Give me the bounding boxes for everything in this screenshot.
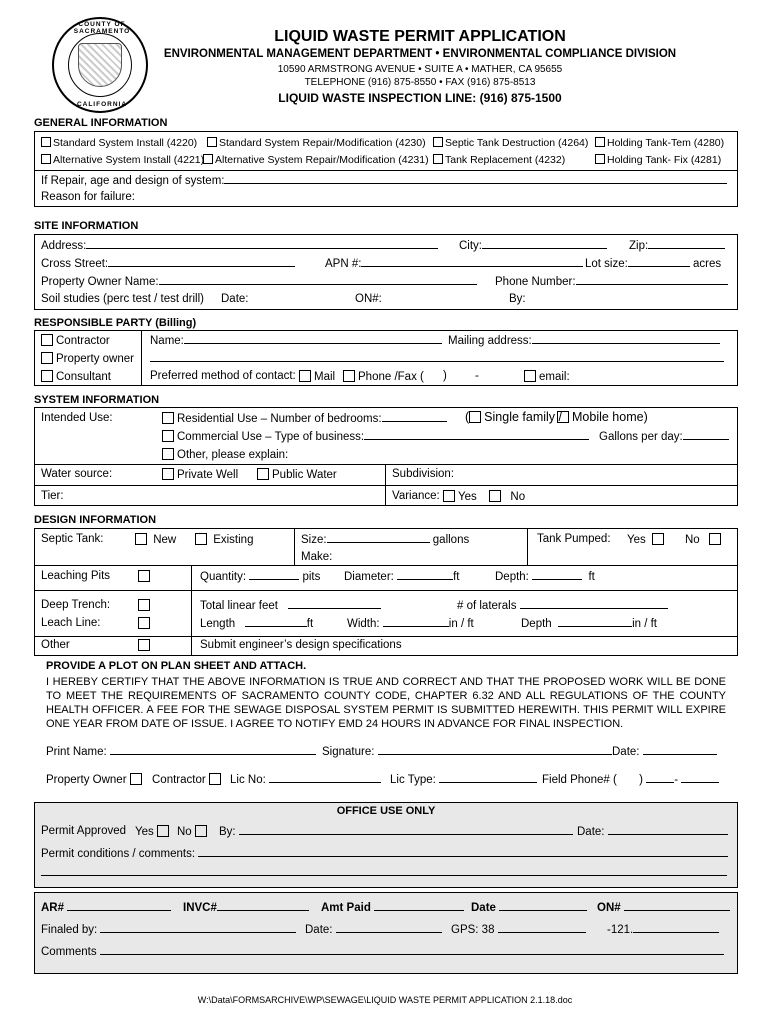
checkbox[interactable] xyxy=(157,825,169,837)
site-info-heading: SITE INFORMATION xyxy=(34,220,139,232)
preferred-contact-label: Preferred method of contact: xyxy=(150,370,296,382)
checkbox[interactable] xyxy=(203,154,213,164)
permit-conditions-field[interactable]: Permit conditions / comments: xyxy=(41,847,728,860)
checkbox[interactable] xyxy=(209,773,221,785)
option-alternative-install[interactable]: Alternative System Install (4221) xyxy=(41,154,204,166)
pumped-yes-option[interactable]: Yes xyxy=(627,533,667,546)
pit-depth-field[interactable]: Depth: ft xyxy=(495,571,595,583)
approved-no-option[interactable]: No xyxy=(177,825,210,838)
design-info-heading: DESIGN INFORMATION xyxy=(34,514,157,526)
property-owner-field[interactable]: Property Owner Name: xyxy=(41,275,477,288)
tank-size-field[interactable]: Size: gallons xyxy=(301,534,470,546)
billing-on-field[interactable]: ON# xyxy=(597,901,730,914)
option-septic-destruction[interactable]: Septic Tank Destruction (4264) xyxy=(433,137,588,149)
system-info-heading: SYSTEM INFORMATION xyxy=(34,394,160,406)
license-number-field[interactable]: Lic No: xyxy=(230,773,381,786)
option-tank-replacement[interactable]: Tank Replacement (4232) xyxy=(433,154,565,166)
commercial-use-option[interactable]: Commercial Use – Type of business: xyxy=(162,430,589,443)
checkbox[interactable] xyxy=(162,468,174,480)
other-design-checkbox[interactable] xyxy=(138,639,153,652)
approved-yes-option[interactable]: Yes xyxy=(135,825,172,838)
phone-number-field[interactable]: Phone Number: xyxy=(495,275,728,288)
septic-tank-label: Septic Tank: xyxy=(41,533,104,545)
checkbox[interactable] xyxy=(489,490,501,502)
width-field[interactable]: Width: in / ft xyxy=(347,618,474,630)
intended-use-label: Intended Use: xyxy=(41,412,113,424)
contact-email-option[interactable]: email: xyxy=(524,370,570,383)
septic-new-option[interactable]: New xyxy=(135,533,176,546)
divider xyxy=(35,170,737,171)
party-consultant-option[interactable]: Consultant xyxy=(41,370,111,383)
checkbox[interactable] xyxy=(162,412,174,424)
site-zip-field[interactable]: Zip: xyxy=(629,239,725,252)
residential-use-option[interactable]: Residential Use – Number of bedrooms: xyxy=(162,412,447,425)
water-source-label: Water source: xyxy=(41,468,113,480)
option-standard-install[interactable]: Standard System Install (4220) xyxy=(41,137,197,149)
ar-field[interactable]: AR# xyxy=(41,901,171,914)
finaled-date-field[interactable]: Date: xyxy=(305,923,442,936)
linear-feet-field[interactable]: Total linear feet xyxy=(200,599,381,612)
finaled-by-field[interactable]: Finaled by: xyxy=(41,923,296,936)
soil-date-field[interactable]: Date: xyxy=(221,293,249,305)
gps-lat-field[interactable]: GPS: 38 xyxy=(451,923,586,936)
pit-quantity-field[interactable]: Quantity: pits xyxy=(200,571,321,583)
phone-dash: - xyxy=(475,370,479,382)
public-water-option[interactable]: Public Water xyxy=(257,468,337,481)
party-name-field[interactable]: Name: xyxy=(150,334,442,347)
checkbox[interactable] xyxy=(524,370,536,382)
site-address-field[interactable]: Address: xyxy=(41,239,438,252)
checkbox[interactable] xyxy=(41,370,53,382)
pumped-no-option[interactable]: No xyxy=(685,533,724,546)
checkbox[interactable] xyxy=(41,154,51,164)
pit-diameter-field[interactable]: Diameter: ft xyxy=(344,571,460,583)
office-use-heading: OFFICE USE ONLY xyxy=(336,805,436,817)
tank-make-field[interactable]: Make: xyxy=(301,551,333,563)
subdivision-field[interactable]: Subdivision: xyxy=(392,468,455,480)
design-info-box xyxy=(34,528,738,656)
deep-trench-checkbox[interactable] xyxy=(138,599,153,612)
repair-age-field[interactable]: If Repair, age and design of system: xyxy=(41,174,727,187)
checkbox[interactable] xyxy=(343,370,355,382)
department-name: ENVIRONMENTAL MANAGEMENT DEPARTMENT • ENVIRONMENTAL COMPLIANCE DIVISION xyxy=(163,48,677,60)
party-extra-line[interactable] xyxy=(150,352,724,365)
option-holding-tank-fix[interactable]: Holding Tank- Fix (4281) xyxy=(595,154,721,166)
approved-by-field[interactable]: By: xyxy=(219,825,573,838)
signature-field[interactable]: Signature: xyxy=(322,745,612,758)
apn-field[interactable]: APN #: xyxy=(325,257,583,270)
billing-date-field[interactable]: Date xyxy=(471,901,587,914)
tier-field[interactable]: Tier: xyxy=(41,490,64,502)
lateral-depth-field[interactable]: Depth in / ft xyxy=(521,618,658,630)
contact-phone-option[interactable]: Phone /Fax ( xyxy=(343,370,424,383)
checkbox[interactable] xyxy=(595,154,605,164)
checkbox[interactable] xyxy=(469,411,481,423)
checkbox[interactable] xyxy=(257,468,269,480)
general-info-heading: GENERAL INFORMATION xyxy=(34,117,168,129)
variance-yes-option[interactable]: Yes xyxy=(443,490,477,503)
variance-label: Variance: xyxy=(392,490,440,502)
checkbox[interactable] xyxy=(162,430,174,442)
department-phone: TELEPHONE (916) 875-8550 • FAX (916) 875-8513 xyxy=(304,77,536,88)
checkbox[interactable] xyxy=(557,411,569,423)
leaching-pits-checkbox[interactable] xyxy=(138,570,153,583)
leach-line-label: Leach Line: xyxy=(41,617,101,629)
checkbox[interactable] xyxy=(595,137,605,147)
field-phone-field[interactable]: Field Phone# ( ) - xyxy=(542,773,719,786)
seal-shield-icon xyxy=(78,43,122,87)
license-type-field[interactable]: Lic Type: xyxy=(390,773,537,786)
soil-studies-label: Soil studies (perc test / test drill) xyxy=(41,293,204,305)
option-alternative-repair[interactable]: Alternative System Repair/Modification (4231) xyxy=(203,154,429,166)
department-address: 10590 ARMSTRONG AVENUE • SUITE A • MATHER, CA 95655 xyxy=(277,64,563,75)
checkbox[interactable] xyxy=(195,825,207,837)
invc-field[interactable]: INVC# xyxy=(183,901,309,914)
gps-lon-field[interactable]: -121. xyxy=(607,923,719,936)
seal-bottom-text: CALIFORNIA xyxy=(76,101,128,108)
checkbox[interactable] xyxy=(130,773,142,785)
conditions-extra-line[interactable] xyxy=(41,866,727,879)
gallons-per-day-field[interactable]: Gallons per day: xyxy=(599,430,729,443)
checkbox[interactable] xyxy=(41,137,51,147)
mobile-home-option[interactable]: Mobile home) xyxy=(557,410,648,424)
party-owner-option[interactable]: Property owner xyxy=(41,352,134,365)
single-family-option[interactable]: ( Single family / xyxy=(465,410,562,424)
soil-on-field[interactable]: ON#: xyxy=(355,293,382,305)
leaching-pits-label: Leaching Pits xyxy=(41,570,111,582)
site-info-box xyxy=(34,234,738,310)
permit-approved-label: Permit Approved xyxy=(41,825,127,837)
inspection-line: LIQUID WASTE INSPECTION LINE: (916) 875-1500 xyxy=(278,91,562,105)
variance-no-option[interactable]: No xyxy=(489,490,525,503)
checkbox[interactable] xyxy=(162,448,174,460)
cert-date-field[interactable]: Date: xyxy=(612,745,717,758)
reason-failure-label: Reason for failure: xyxy=(41,191,135,203)
soil-by-field[interactable]: By: xyxy=(509,293,526,305)
certification-text: I HEREBY CERTIFY THAT THE ABOVE INFORMATION IS TRUE AND CORRECT AND THAT THE PROPOSED WORK WILL BE DONE TO MEET THE REQUIREMENTS OF SACRAMENTO COUNTY CODE, CHAPTER 6.32 AND ALL REGULATIONS OF THE COUNTY HEALTH OFFICER. A FEE FOR THE SEWAGE DISPOSAL SYSTEM PERMIT IS SUBMITTED HEREWITH. THIS PERMIT WILL EXPIRE ONE YEAR FROM DATE OF ISSUE. I AGREE TO NOTIFY EMD 24 HOURS IN ADVANCE FOR FINAL INSPECTION. xyxy=(46,676,726,730)
general-info-box xyxy=(34,131,738,207)
amt-paid-field[interactable]: Amt Paid xyxy=(321,901,464,914)
leach-line-checkbox[interactable] xyxy=(138,617,153,630)
checkbox[interactable] xyxy=(41,352,53,364)
option-holding-tank-temp[interactable]: Holding Tank-Tem (4280) xyxy=(595,137,724,149)
checkbox[interactable] xyxy=(709,533,721,545)
checkbox[interactable] xyxy=(41,334,53,346)
site-city-field[interactable]: City: xyxy=(459,239,607,252)
phone-close-paren: ) xyxy=(443,370,447,382)
plot-plan-notice: PROVIDE A PLOT ON PLAN SHEET AND ATTACH. xyxy=(46,660,307,672)
approved-date-field[interactable]: Date: xyxy=(577,825,728,838)
print-name-field[interactable]: Print Name: xyxy=(46,745,316,758)
responsible-party-box xyxy=(34,330,738,386)
seal-top-text: COUNTY OF SACRAMENTO xyxy=(73,21,131,35)
private-well-option[interactable]: Private Well xyxy=(162,468,238,481)
checkbox[interactable] xyxy=(299,370,311,382)
system-info-box xyxy=(34,407,738,506)
septic-existing-option[interactable]: Existing xyxy=(195,533,253,546)
cert-property-owner-option[interactable]: Property Owner xyxy=(46,773,145,786)
billing-box xyxy=(34,892,738,974)
lot-size-field[interactable]: Lot size: acres xyxy=(585,258,722,270)
checkbox[interactable] xyxy=(652,533,664,545)
party-mailing-field[interactable]: Mailing address: xyxy=(448,334,720,347)
option-standard-repair[interactable]: Standard System Repair/Modification (4230) xyxy=(207,137,426,149)
checkbox[interactable] xyxy=(207,137,217,147)
checkbox[interactable] xyxy=(433,137,443,147)
checkbox[interactable] xyxy=(195,533,207,545)
responsible-party-heading: RESPONSIBLE PARTY (Billing) xyxy=(34,317,197,329)
other-design-label: Other xyxy=(41,639,70,651)
deep-trench-label: Deep Trench: xyxy=(41,599,111,611)
checkbox[interactable] xyxy=(433,154,443,164)
office-use-box xyxy=(34,802,738,888)
party-contractor-option[interactable]: Contractor xyxy=(41,334,110,347)
tank-pumped-label: Tank Pumped: xyxy=(537,533,611,545)
cross-street-field[interactable]: Cross Street: xyxy=(41,257,295,270)
file-path-footer: W:\Data\FORMSARCHIVE\WP\SEWAGE\LIQUID WASTE PERMIT APPLICATION 2.1.18.doc xyxy=(197,995,573,1005)
laterals-field[interactable]: # of laterals xyxy=(457,599,668,612)
length-field[interactable]: Length ft xyxy=(200,618,314,630)
checkbox[interactable] xyxy=(443,490,455,502)
other-use-option[interactable]: Other, please explain: xyxy=(162,448,288,461)
form-title: LIQUID WASTE PERMIT APPLICATION xyxy=(274,28,566,45)
cert-contractor-option[interactable]: Contractor xyxy=(152,773,224,786)
checkbox[interactable] xyxy=(135,533,147,545)
engineer-specs-label: Submit engineer’s design specifications xyxy=(200,639,402,651)
contact-mail-option[interactable]: Mail xyxy=(299,370,335,383)
comments-field[interactable]: Comments xyxy=(41,945,724,958)
county-seal-logo xyxy=(52,17,148,113)
